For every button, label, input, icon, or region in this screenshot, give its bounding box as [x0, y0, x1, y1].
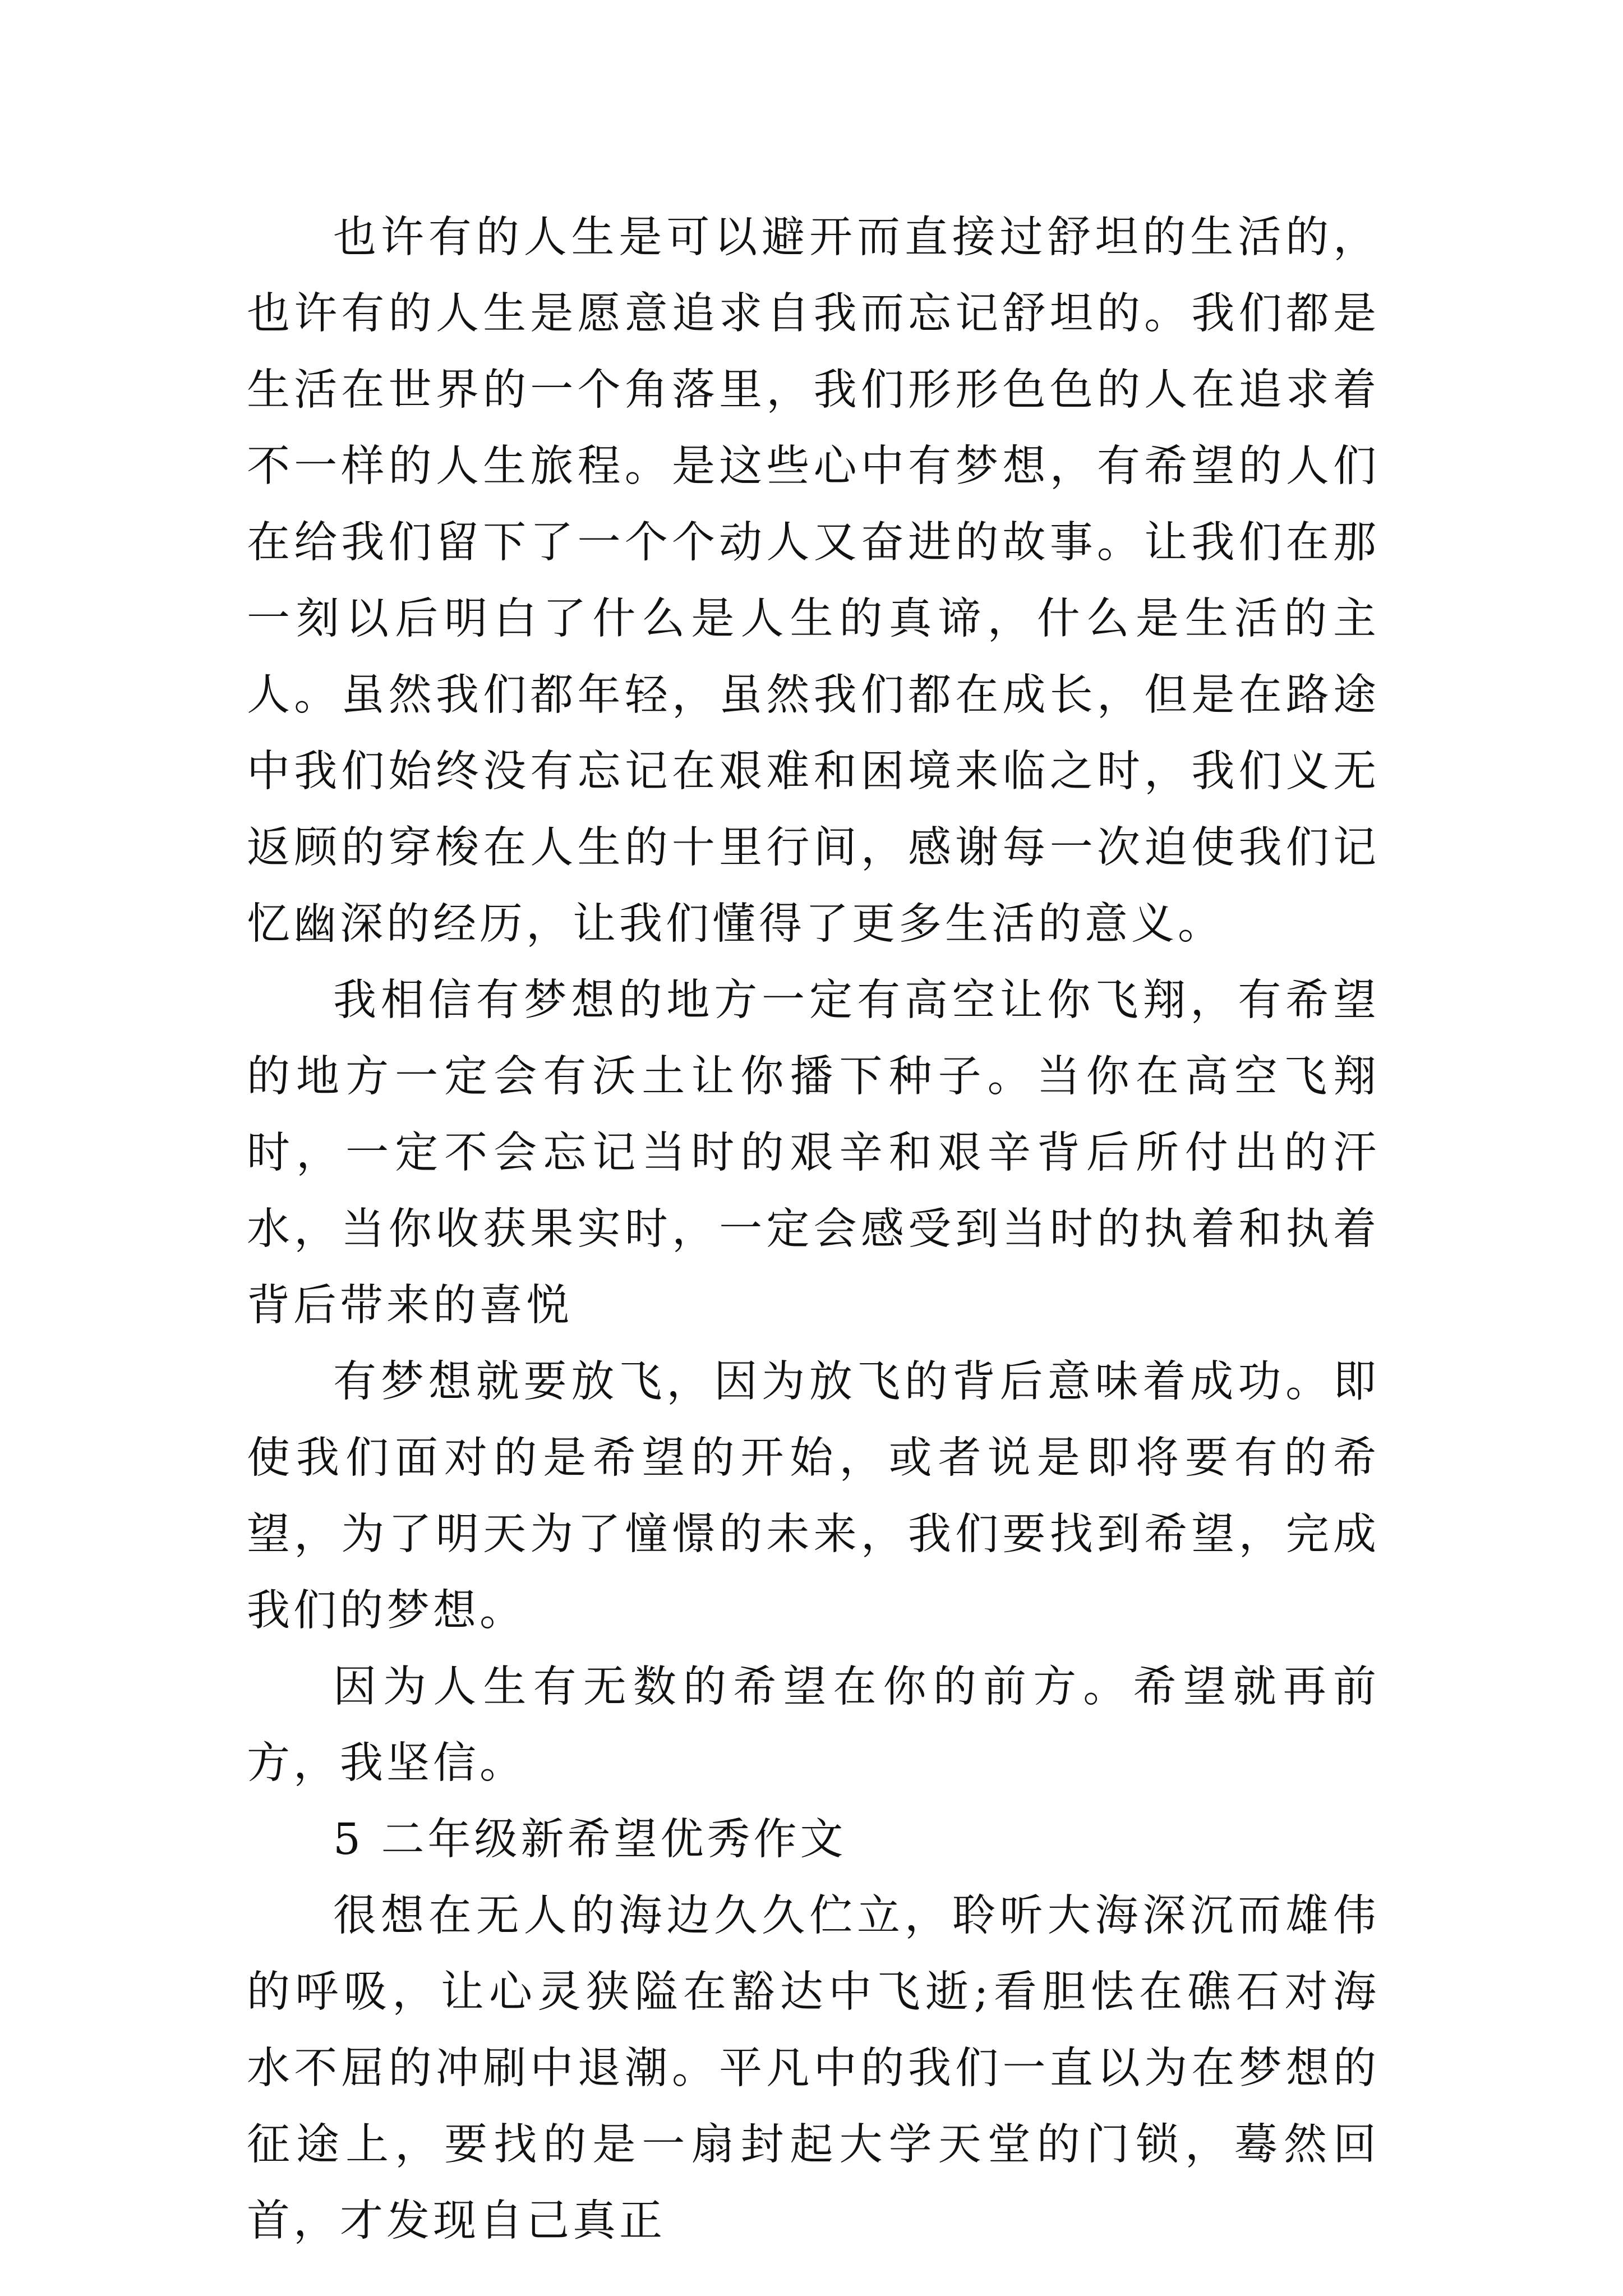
paragraph-4: 因为人生有无数的希望在你的前方。希望就再前方，我坚信。	[247, 1662, 1380, 1788]
section-paragraph-1: 很想在无人的海边久久伫立，聆听大海深沉而雄伟的呼吸，让心灵狭隘在豁达中飞逝;看胆怯在礁石对海水不屈的冲刷中退潮。平凡中的我们一直以为在梦想的征途上，要找的是一扇封起大学天堂的门锁，蓦然回首，才发现自己真正	[247, 1891, 1380, 2246]
paragraph-3: 有梦想就要放飞，因为放飞的背后意味着成功。即使我们面对的是希望的开始，或者说是即将要有的希望，为了明天为了憧憬的未来，我们要找到希望，完成我们的梦想。	[247, 1357, 1380, 1636]
document-body	[247, 200, 1380, 2260]
paragraph-1: 也许有的人生是可以避开而直接过舒坦的生活的，也许有的人生是愿意追求自我而忘记舒坦的。我们都是生活在世界的一个角落里，我们形形色色的人在追求着不一样的人生旅程。是这些心中有梦想，有希望的人们在给我们留下了一个个动人又奋进的故事。让我们在那一刻以后明白了什么是人生的真谛，什么是生活的主人。虽然我们都年轻，虽然我们都在成长，但是在路途中我们始终没有忘记在艰难和困境来临之时，我们义无返顾的穿梭在人生的十里行间，感谢每一次迫使我们记忆幽深的经历，让我们懂得了更多生活的意义。	[247, 213, 1380, 949]
section-heading: 5 二年级新希望优秀作文	[333, 1815, 847, 1865]
paragraph-2: 我相信有梦想的地方一定有高空让你飞翔，有希望的地方一定会有沃土让你播下种子。当你在高空飞翔时，一定不会忘记当时的艰辛和艰辛背后所付出的汗水，当你收获果实时，一定会感受到当时的执着和执着背后带来的喜悦	[247, 976, 1380, 1331]
